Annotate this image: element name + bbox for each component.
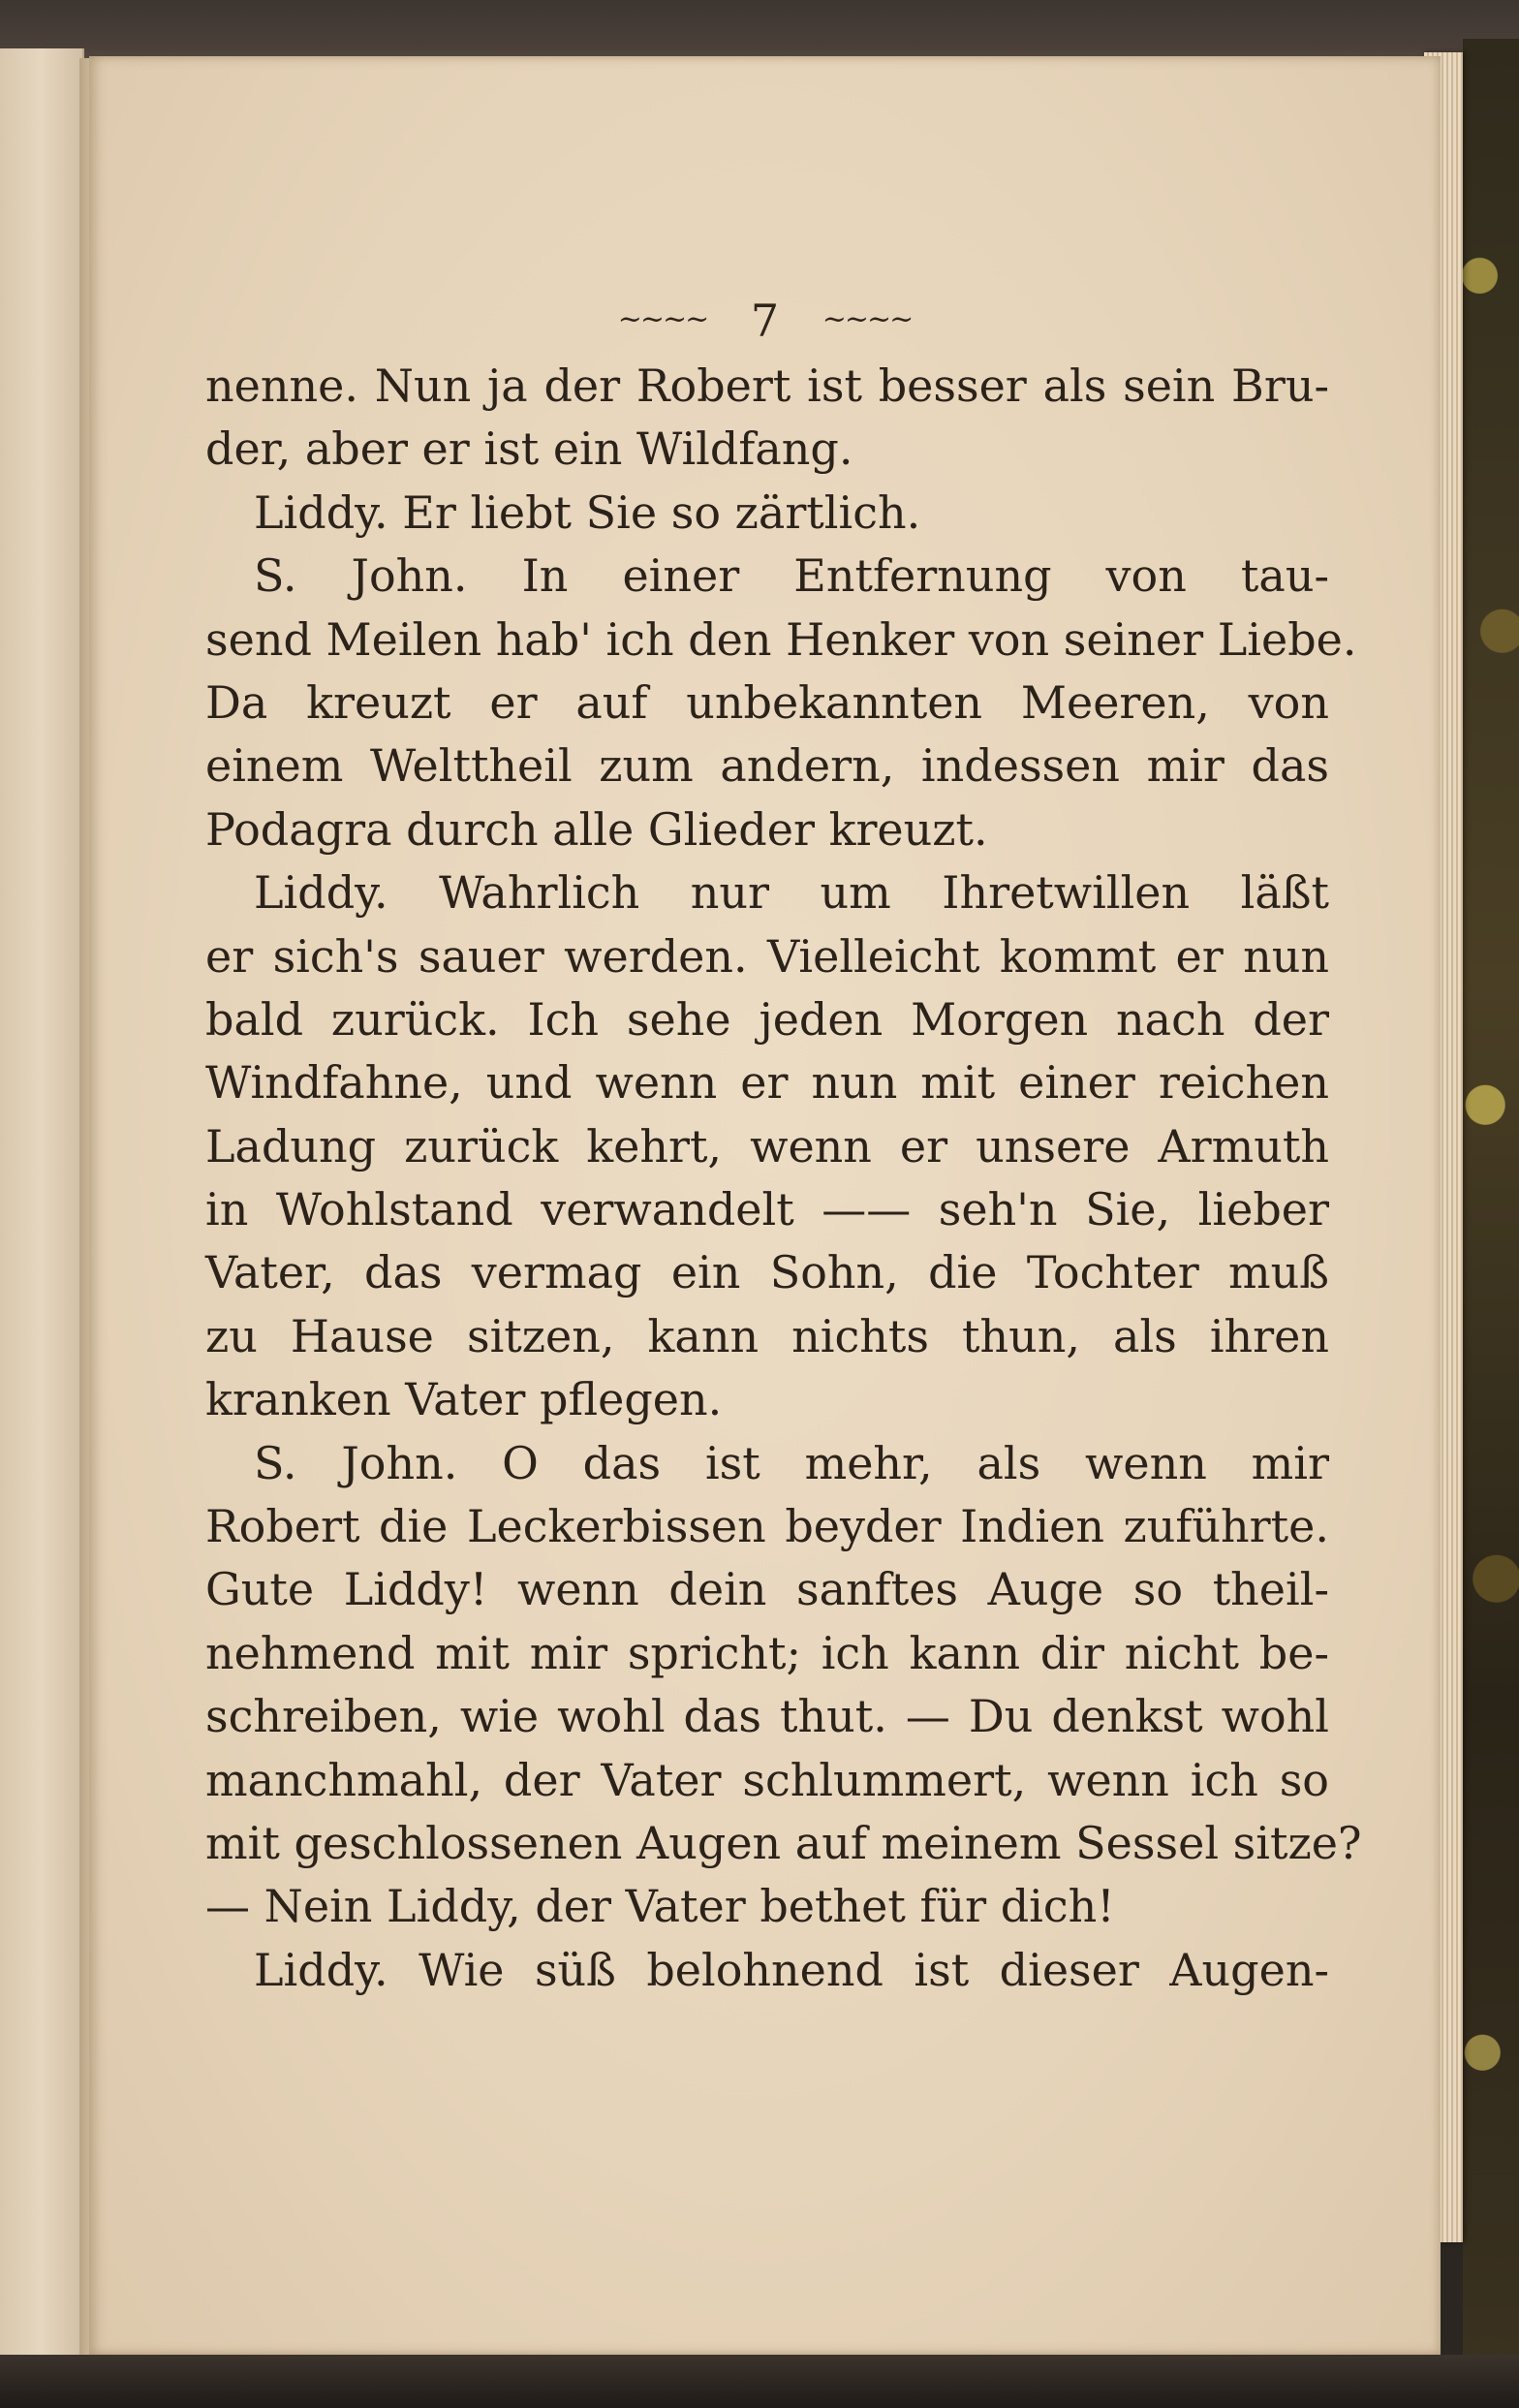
- text-line: Ladung zurück kehrt, wenn er unsere Armuth: [205, 1119, 1329, 1173]
- facing-page-edge: [0, 48, 84, 2355]
- page-header: [89, 295, 1441, 347]
- text-line: Windfahne, und wenn er nun mit einer reichen: [205, 1056, 1329, 1110]
- text-line: er sich's sauer werden. Vielleicht kommt er nun: [205, 929, 1329, 983]
- text-line: mit geschlossenen Augen auf meinem Sessel sitze?: [205, 1816, 1362, 1869]
- book-cover-bottom: [0, 2355, 1519, 2408]
- text-line: Da kreuzt er auf unbekannten Meeren, von: [205, 675, 1329, 729]
- text-line: in Wohlstand verwandelt —— seh'n Sie, lieber: [205, 1183, 1329, 1236]
- header-ornament-left: ~~~~: [617, 302, 708, 336]
- page-number: 7: [750, 295, 780, 347]
- text-line: Vater, das vermag ein Sohn, die Tochter muß: [205, 1246, 1329, 1299]
- text-line: nenne. Nun ja der Robert ist besser als sein Bru-: [205, 360, 1329, 412]
- text-line: der, aber er ist ein Wildfang.: [205, 422, 853, 476]
- text-line: Robert die Leckerbissen beyder Indien zuführte.: [205, 1500, 1329, 1553]
- text-line: Podagra durch alle Glieder kreuzt.: [205, 802, 988, 856]
- text-line: bald zurück. Ich sehe jeden Morgen nach der: [205, 992, 1329, 1046]
- body-text: [205, 355, 1362, 2002]
- text-line: schreiben, wie wohl das thut. — Du denkst wohl: [205, 1690, 1329, 1743]
- text-line: Liddy. Er liebt Sie so zärtlich.: [254, 485, 921, 539]
- text-line: manchmahl, der Vater schlummert, wenn ich so: [205, 1753, 1329, 1806]
- book-page: [89, 56, 1441, 2355]
- text-line: S. John. In einer Entfernung von tau-: [254, 549, 1329, 603]
- text-line: zu Hause sitzen, kann nichts thun, als ihren: [205, 1309, 1329, 1362]
- text-line: Gute Liddy! wenn dein sanftes Auge so theil-: [205, 1563, 1329, 1616]
- text-line: Liddy. Wahrlich nur um Ihretwillen läßt: [254, 866, 1329, 920]
- text-line: send Meilen hab' ich den Henker von seiner Liebe.: [205, 612, 1357, 666]
- marbled-cover: [1463, 39, 1519, 2408]
- header-ornament-right: ~~~~: [822, 302, 913, 336]
- text-line: — Nein Liddy, der Vater bethet für dich!: [205, 1880, 1115, 1933]
- text-line: nehmend mit mir spricht; ich kann dir nicht be-: [205, 1626, 1329, 1679]
- text-line: einem Welttheil zum andern, indessen mir das: [205, 739, 1329, 793]
- text-line: S. John. O das ist mehr, als wenn mir: [254, 1436, 1329, 1489]
- text-line: Liddy. Wie süß belohnend ist dieser Augen-: [254, 1943, 1329, 1996]
- text-line: kranken Vater pflegen.: [205, 1373, 723, 1426]
